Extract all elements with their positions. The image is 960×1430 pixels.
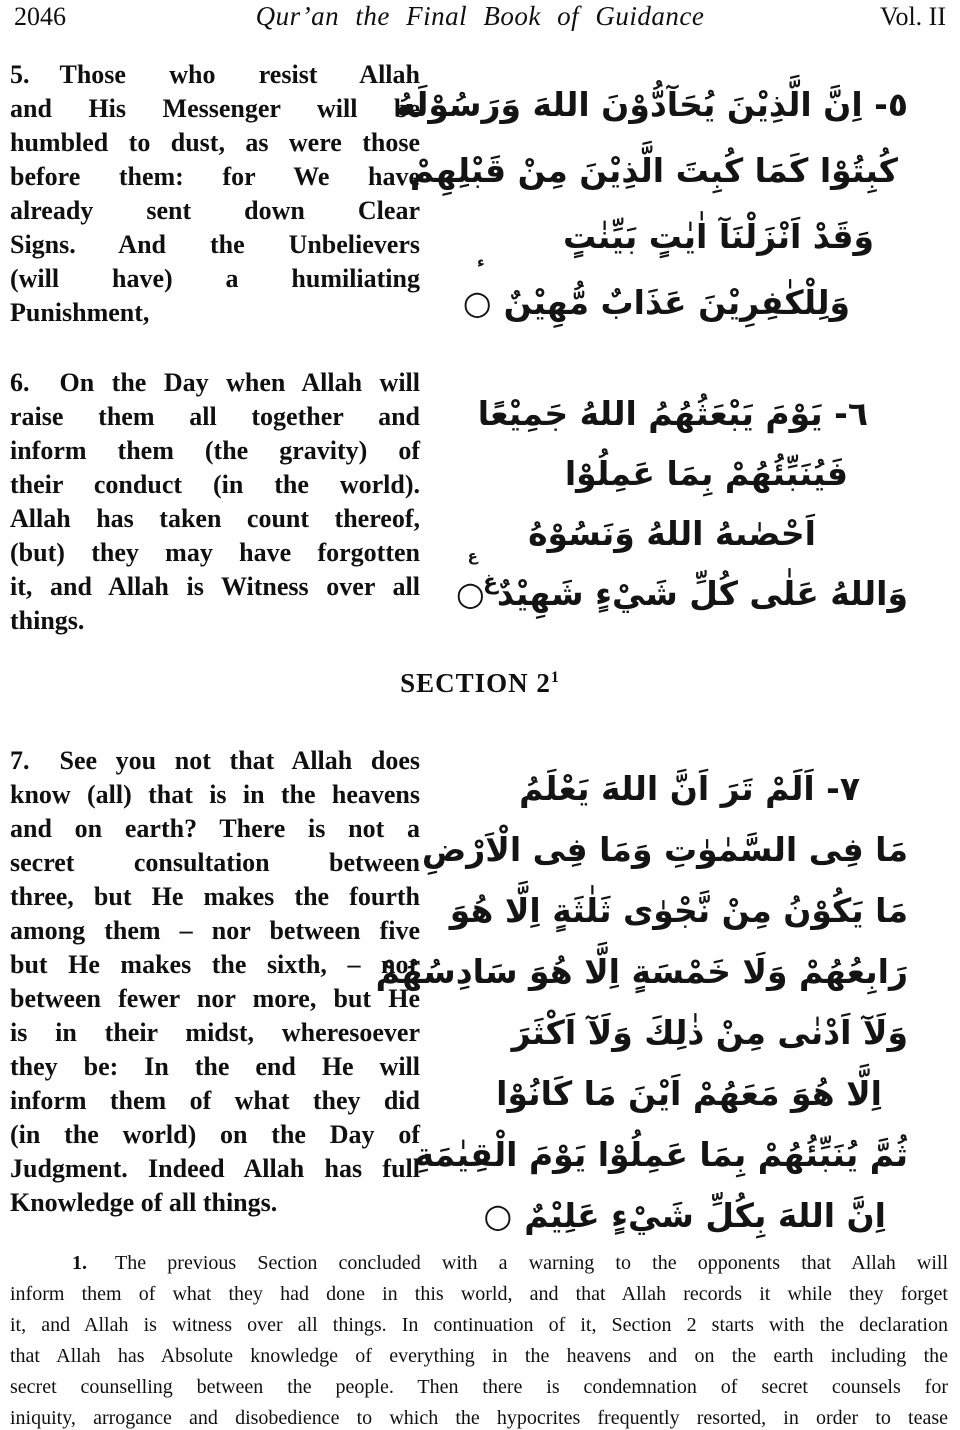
ayah-end-marker bbox=[462, 253, 492, 336]
book-title: Qur’an the Final Book of Guidance bbox=[255, 1, 705, 31]
arabic-line: فَيُنَبِّئُهُمْ بِمَا عَمِلُوْا bbox=[564, 454, 848, 493]
footnote bbox=[10, 1248, 948, 1430]
page-number: 2046 bbox=[14, 2, 66, 31]
english-line: already sent down Clear bbox=[10, 196, 420, 225]
ayah-end-marker bbox=[456, 547, 485, 624]
arabic-line: ٦- يَوْمَ يَبْعَثُهُمُ اللهُ جَمِيْعًا bbox=[477, 394, 868, 433]
ruku-margin-marker-icon: غ bbox=[483, 570, 499, 595]
ayah-circle-icon: ○ bbox=[456, 574, 485, 613]
english-line: things. bbox=[10, 606, 85, 635]
english-line: Knowledge of all things. bbox=[10, 1188, 278, 1217]
english-line: three, but He makes the fourth bbox=[10, 882, 420, 911]
footnote-line: it, and Allah is witness over all things. In continuation of it, Section 2 starts with the declaration bbox=[10, 1314, 948, 1336]
verse-6-arabic bbox=[456, 384, 908, 624]
stop-sign-icon: ء bbox=[476, 253, 485, 271]
arabic-line: اِلَّا هُوَ مَعَهُمْ اَيْنَ مَا كَانُوْا bbox=[496, 1074, 882, 1113]
arabic-last-line-text: وَلِلْكٰفِرِيْنَ عَذَابٌ مُّهِيْنٌ bbox=[503, 283, 850, 322]
english-line: (will have) a humiliating bbox=[10, 264, 420, 293]
verse-first-line-text: See you not that Allah does bbox=[59, 746, 420, 775]
english-line: and His Messenger will be bbox=[10, 94, 420, 123]
arabic-last-line bbox=[462, 253, 850, 336]
arabic-lines bbox=[395, 72, 908, 270]
footnote-first-line-text: The previous Section concluded with a warning to the opponents that Allah will bbox=[115, 1252, 948, 1274]
section-footnote-ref: 1 bbox=[550, 669, 560, 686]
arabic-line: ثُمَّ يُنَبِّئُهُمْ بِمَا عَمِلُوْا يَوْمَ الْقِيٰمَةِ bbox=[414, 1135, 908, 1174]
footnote-marker: 1. bbox=[72, 1252, 87, 1274]
arabic-line: ٥- اِنَّ الَّذِيْنَ يُحَآدُّوْنَ اللهَ وَرَسُوْلَهُ bbox=[395, 85, 908, 124]
verse-number: 5. bbox=[10, 60, 30, 89]
arabic-last-line bbox=[456, 547, 908, 624]
ruku-sign-icon: ع bbox=[467, 547, 478, 565]
verse-first-line-text: On the Day when Allah will bbox=[59, 368, 420, 397]
english-line: know (all) that is in the heavens bbox=[10, 780, 420, 809]
arabic-last-line bbox=[483, 1185, 886, 1246]
english-line: humbled to dust, as were those bbox=[10, 128, 420, 157]
english-line: before them: for We have bbox=[10, 162, 420, 191]
arabic-last-line-text: اِنَّ اللهَ بِكُلِّ شَيْءٍ عَلِيْمٌ bbox=[524, 1196, 886, 1235]
arabic-line: كُبِتُوْا كَمَا كُبِتَ الَّذِيْنَ مِنْ قَبْلِهِمْ bbox=[409, 151, 898, 190]
verse-first-line bbox=[10, 58, 420, 92]
verse-number: 7. bbox=[10, 746, 30, 775]
ayah-circle-icon: ○ bbox=[483, 1196, 513, 1235]
arabic-line: وَلَآ اَدْنٰى مِنْ ذٰلِكَ وَلَآ اَكْثَرَ bbox=[511, 1013, 908, 1052]
english-line: their conduct (in the world). bbox=[10, 470, 420, 499]
footnote-lines bbox=[10, 1279, 948, 1430]
verse-7-arabic bbox=[375, 758, 908, 1246]
english-line: secret consultation between bbox=[10, 848, 420, 877]
arabic-last-line-text: وَاللهُ عَلٰى كُلِّ شَيْءٍ شَهِيْدٌ bbox=[496, 574, 908, 613]
english-line: and on earth? There is not a bbox=[10, 814, 420, 843]
verse-5-english bbox=[10, 58, 420, 330]
arabic-line: مَا يَكُوْنُ مِنْ نَّجْوٰى ثَلٰثَةٍ اِلَّا هُوَ bbox=[449, 891, 908, 930]
english-line: inform them (the gravity) of bbox=[10, 436, 420, 465]
verse-number: 6. bbox=[10, 368, 30, 397]
english-line: raise them all together and bbox=[10, 402, 420, 431]
footnote-first-line bbox=[10, 1248, 948, 1279]
footnote-line: that Allah has Absolute knowledge of everything in the heavens and on the earth including the bbox=[10, 1345, 948, 1367]
arabic-line: وَقَدْ اَنْزَلْنَآ اٰيٰتٍ بَيِّنٰتٍ bbox=[562, 217, 874, 256]
arabic-line: ٧- اَلَمْ تَرَ اَنَّ اللهَ يَعْلَمُ bbox=[519, 769, 860, 808]
verse-7-english bbox=[10, 744, 420, 1220]
arabic-line: مَا فِى السَّمٰوٰتِ وَمَا فِى الْاَرْضِ bbox=[421, 830, 908, 869]
arabic-lines bbox=[375, 758, 908, 1185]
english-line: Allah has taken count thereof, bbox=[10, 504, 420, 533]
arabic-lines bbox=[477, 384, 908, 564]
verse-5-arabic bbox=[395, 72, 908, 336]
footnote-line: iniquity, arrogance and disobedience to which the hypocrites frequently resorted, in order to tease bbox=[10, 1407, 948, 1429]
verse-first-line bbox=[10, 744, 420, 778]
footnote-line: secret counselling between the people. Then there is condemnation of secret counsels for bbox=[10, 1376, 948, 1398]
english-line: it, and Allah is Witness over all bbox=[10, 572, 420, 601]
verse-body-lines bbox=[10, 92, 420, 330]
english-line: but He makes the sixth, – nor bbox=[10, 950, 420, 979]
section-heading-text: SECTION 2 bbox=[400, 668, 551, 698]
english-line: among them – nor between five bbox=[10, 916, 420, 945]
verse-first-line-text: Those who resist Allah bbox=[59, 60, 420, 89]
english-line: inform them of what they did bbox=[10, 1086, 420, 1115]
english-line: Punishment, bbox=[10, 298, 150, 327]
arabic-line: اَحْصٰىهُ اللهُ وَنَسُوْهُ bbox=[528, 514, 816, 553]
ayah-circle-icon: ○ bbox=[462, 283, 492, 322]
english-line: Signs. And the Unbelievers bbox=[10, 230, 420, 259]
verse-6-english bbox=[10, 366, 420, 638]
verse-body-lines bbox=[10, 400, 420, 638]
english-line: (but) they may have forgotten bbox=[10, 538, 420, 567]
english-line: (in the world) on the Day of bbox=[10, 1120, 420, 1149]
ayah-end-marker bbox=[483, 1185, 512, 1246]
volume-label: Vol. II bbox=[880, 2, 946, 31]
footnote-line: inform them of what they had done in this world, and that Allah records it while they forget bbox=[10, 1283, 948, 1305]
english-line: between fewer nor more, but He bbox=[10, 984, 420, 1013]
verse-body-lines bbox=[10, 778, 420, 1220]
arabic-line: رَابِعُهُمْ وَلَا خَمْسَةٍ اِلَّا هُوَ سَادِسُهُمْ bbox=[375, 952, 908, 991]
english-line: is in their midst, wheresoever bbox=[10, 1018, 420, 1047]
english-line: they be: In the end He will bbox=[10, 1052, 420, 1081]
english-line: Judgment. Indeed Allah has full bbox=[10, 1154, 420, 1183]
section-heading bbox=[0, 668, 960, 699]
verse-first-line bbox=[10, 366, 420, 400]
